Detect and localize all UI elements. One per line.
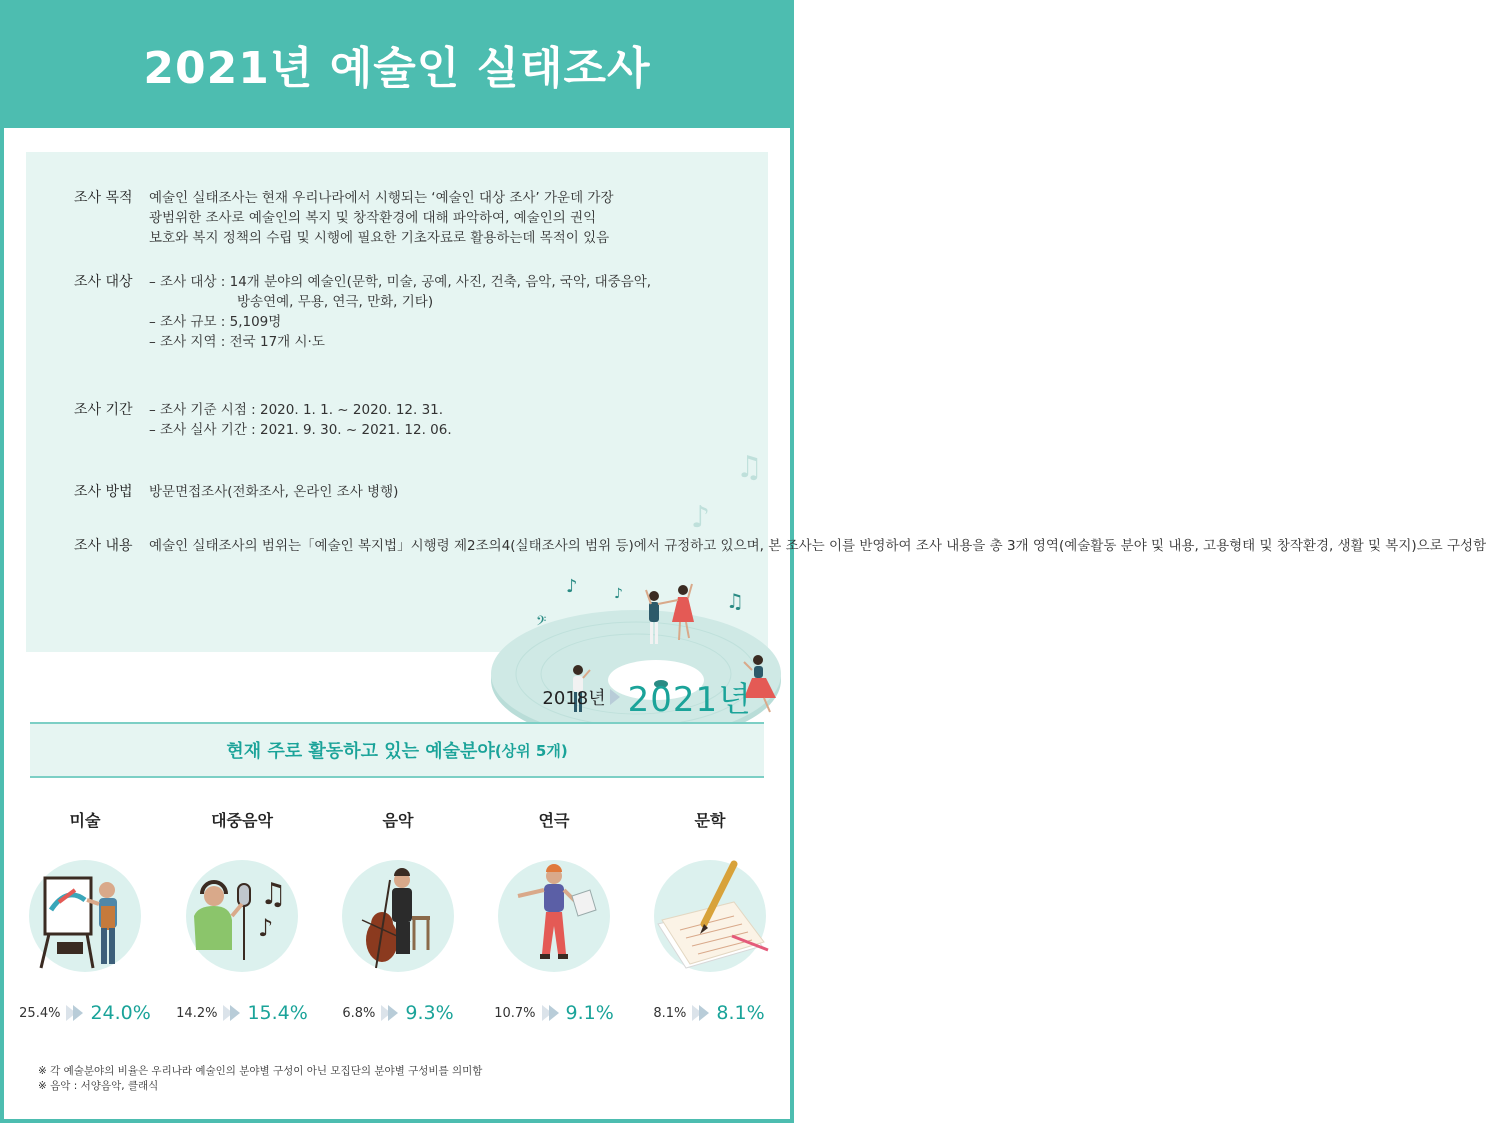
svg-text:♪: ♪ [691,500,711,535]
chevron-right-icon [608,687,622,707]
field-name: 미술 [69,811,101,830]
cellist-icon [332,850,464,982]
percent-2018: 25.4% [19,1005,61,1021]
chevron-right-icon [540,1003,562,1023]
field-percent-theater [479,1002,629,1024]
purpose-text: 예술인 실태조사는 현재 우리나라에서 시행되는 ‘예술인 대상 조사’ 가운데 가장 광범위한 조사로 예술인의 복지 및 창작환경에 대해 파악하여, 예술인의 권익 보호와 복지 정책의 수립 및 시행에 필요한 기초자료로 활용하는데 목적이 있음 [149,190,614,246]
target-text: – 조사 대상 : 14개 분야의 예술인(문학, 미술, 공예, 사진, 건축, 음악, 국악, 대중음악, 방송연예, 무용, 연극, 만화, 기타) – 조사 규모 : 5,109명 – 조사 지역 : 전국 17개 시·도 [149,274,652,350]
field-percent-art [10,1002,160,1024]
percent-2021: 24.0% [90,1002,151,1024]
field-name: 문학 [694,811,726,830]
svg-text:♪: ♪ [258,914,274,942]
chevron-right-icon [221,1003,243,1023]
percent-2021: 8.1% [716,1002,765,1024]
field-percent-literature [634,1002,784,1024]
chevron-right-icon [379,1003,401,1023]
fountain-pen-icon [644,850,776,982]
footnote: ※ 음악 : 서양음악, 클래식 [38,1080,159,1092]
field-card-theater [484,808,624,972]
svg-text:♪: ♪ [566,576,578,597]
field-illustration [498,860,610,972]
year-old-label: 2018년 [542,687,606,709]
field-card-literature [640,808,780,972]
year-new-label: 2021년 [627,680,752,720]
svg-text:♫: ♫ [726,589,744,613]
target-label: 조사 대상 [74,274,133,290]
method-label: 조사 방법 [74,484,133,500]
field-name: 연극 [538,811,570,830]
period-text: – 조사 기준 시점 : 2020. 1. 1. ~ 2020. 12. 31. – 조사 실사 기간 : 2021. 9. 30. ~ 2021. 12. 06. [149,402,452,438]
field-card-popular-music [172,808,312,972]
content-label: 조사 내용 [74,538,133,554]
chevron-right-icon [690,1003,712,1023]
field-illustration [342,860,454,972]
field-percent-music [323,1002,473,1024]
percent-2018: 8.1% [653,1005,687,1021]
content-text: 예술인 실태조사의 범위는「예술인 복지법」시행령 제2조의4(실태조사의 범위 등)에서 규정하고 있으며, 본 조사는 이를 반영하여 조사 내용을 총 3개 영역(예술활동 분야 및 내용, 고용형태 및 창작환경, 생활 및 복지)으로 구성함 [149,538,1486,554]
field-name: 음악 [382,811,414,830]
svg-text:♫: ♫ [260,877,287,912]
survey-info-panel [26,152,1486,652]
section-heading: 현재 주로 활동하고 있는 예술분야 (상위 5개) [30,722,764,778]
field-card-art [15,808,155,972]
field-percent-popular-music [167,1002,317,1024]
page-title: 2021년 예술인 실태조사 [143,43,651,94]
footnote: ※ 각 예술분야의 비율은 우리나라 예술인의 분야별 구성이 아닌 모집단의 분야별 구성비를 의미함 [38,1065,483,1077]
actor-icon [488,850,620,982]
percent-2018: 10.7% [494,1005,536,1021]
method-text: 방문면접조사(전화조사, 온라인 조사 병행) [149,484,399,500]
svg-text:♫: ♫ [736,450,763,485]
header-banner [0,0,794,128]
percent-2021: 9.3% [405,1002,454,1024]
svg-text:𝄢: 𝄢 [536,613,547,632]
svg-text:♪: ♪ [614,586,623,602]
period-label: 조사 기간 [74,402,133,418]
field-name: 대중음악 [211,811,273,830]
chevron-right-icon [64,1003,86,1023]
percent-2018: 6.8% [342,1005,376,1021]
field-card-music [328,808,468,972]
percent-2018: 14.2% [176,1005,218,1021]
painter-icon [19,850,151,982]
field-illustration [186,860,298,972]
field-illustration [654,860,766,972]
percent-2021: 9.1% [565,1002,614,1024]
purpose-label: 조사 목적 [74,190,133,206]
footnotes [38,1064,482,1094]
percent-2021: 15.4% [247,1002,308,1024]
field-illustration [29,860,141,972]
year-comparison-legend [542,672,752,721]
singer-icon [176,850,308,982]
